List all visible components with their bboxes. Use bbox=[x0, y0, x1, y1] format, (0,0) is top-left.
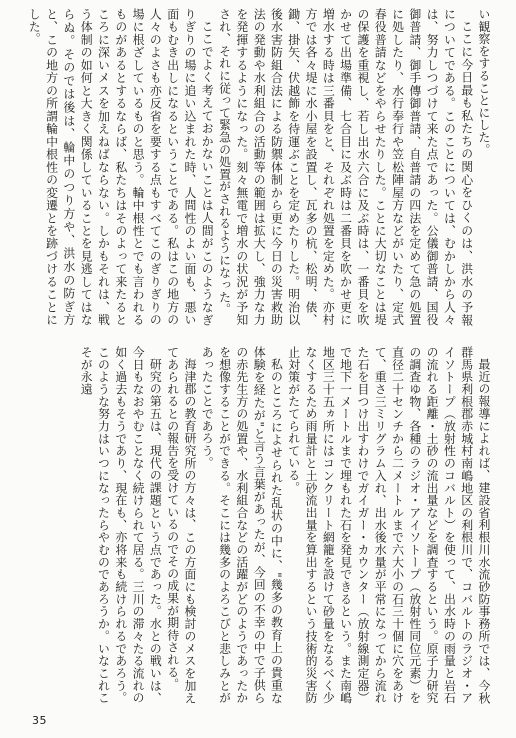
paragraph: ここに今日最も私たちの関心をひくのは、洪水の予報についてである。このことについては、むかしから人々は、努力しつづけて来た点であった。公儀御普請、国役御普請、御手傳御普請、自普請の四法を定めて急の処置に処したり、水行奉行や笠松陣屋方などがいたり、定式春役普請などをやらせたりした。ことに大切なことは堤の保護を重視し、若し出水六合に及ぶ時は、一番貝を吹かせて出場準備、七合目に及ぶ時は二番貝を吹かせ更に増水する時は三番貝をと、それぞれ処置を定めた。亦村方では各々堤に水小屋を設置し、瓦多の杭、松明、俵、鋤、掛矢、伏越飾を待運ぶことを定めたりした。明治以後水害防組合法による防禦体制から更に今日の災害救助法の発動や水利組合の活動等の範囲は拡大し、強力な力を発揮するようになった。刻々無電で増水の状況が予知され、それに従って緊急の処置がされるようになった。 bbox=[217, 8, 474, 326]
lower-text-block bbox=[34, 346, 492, 704]
upper-text-block bbox=[27, 8, 492, 326]
paragraph: 研究の第五は、現代の課題という点であった。水との戦いは、今日もなおやむことなく続けられて居る。三川の滞々たる流れの如く過去もそうであり、現在も、亦将来も続けられるであろう。このような努力はいつになったらやむのであろうか。いなこれこそが永遠 bbox=[79, 346, 163, 704]
paragraph: 海津郡の教育研究所の方々は、この方面にも検討のメスを加えてあられるとの報告を受けているのでその成果が期待される。 bbox=[165, 346, 197, 704]
paragraph: 私のところによせられた乱状の中に、"幾多の教育上の貴重な体験を経たが"と言う言葉があったが、今回の不幸の中で子供らの赤先生方の処置や、水利組合などの活躍がどのようであったかを想像することができる。そこには幾多のよろこびと悲しみとがあったことであろう。 bbox=[200, 346, 284, 704]
paragraph: ここでよく考えておかないことは人間がこのようなぎりぎりの場に追い込まれた時、人間性のよい面も、悪い面もむき出しになるということである。私はこの地方の人々のよさも亦反省を要する点もすべてこのぎりぎりの場に根ざしているものと思う。輪中根性とでも言われるものがあるとするならば、私たちはそのよって来たるところに深いメスを加えねばならない。しかもそれは、戦う体制の如何と大きく関係していることを見逃してはならぬ。そのでは後は、輪中のつり方や、洪水の防ぎ方と、この地方の所謂輪中根性の変遷とを跡づけることにした。 bbox=[27, 8, 215, 326]
paragraph: い観察をすることにした。 bbox=[477, 8, 491, 156]
page-number: 35 bbox=[32, 714, 47, 727]
paragraph: 最近の報導によれば、建設省利根川水流砂防事務所では、今秋群馬県利根郡赤城村南嶋地区の利根川で、コバルトのラジオ・アイソトープ（放射性のコバルト）を使って、出水時の雨量と岩石の流れる距離・土砂の流出量などを調査するという。原子力研究の調査ゆ物、各種のラジオ・アイソトープ（放射性同位元素）を直径二十センチから二メートルまで六大小の石三十個に穴をあけて、重さ三ミリグラム入れ、出水後水量が平常になってから流れた石を目つけ出すわけでガイガー・カウンター（放射線測定器）で地下一メートルまで埋もれた石を発見できるという。また南嶋地区三十五ヵ所にはコンクリート網籠を設けて砂量をなるべく少なくするため雨量計と土砂流出量を算出するという技術的災害防止対策がたてられている。 bbox=[286, 346, 491, 704]
